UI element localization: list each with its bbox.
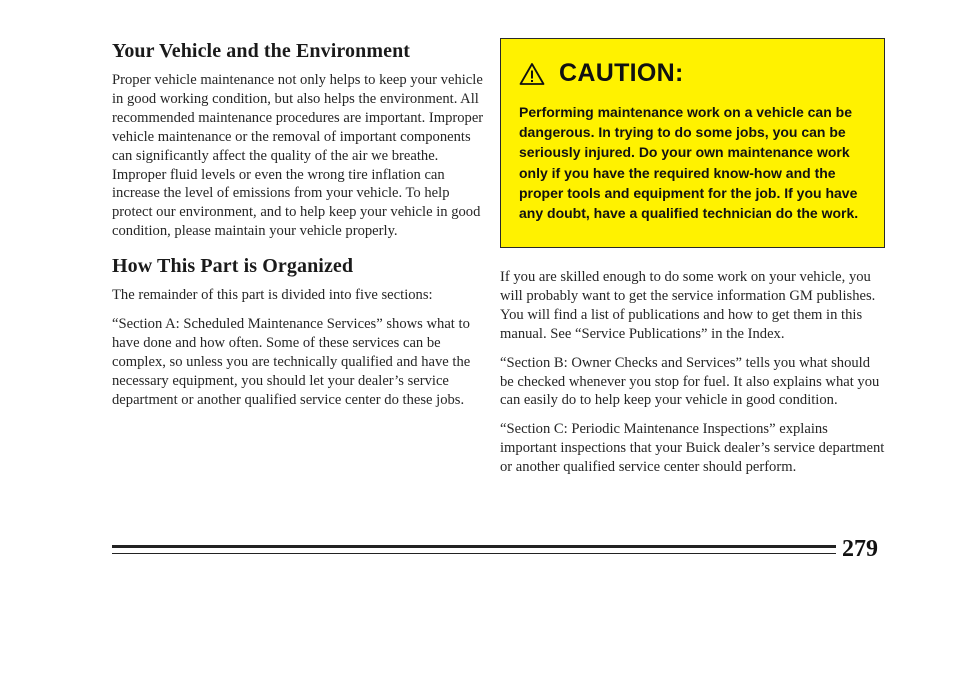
page-number: 279 — [842, 536, 878, 562]
caution-title: CAUTION: — [559, 59, 684, 87]
paragraph-section-b: “Section B: Owner Checks and Services” tells you what should be checked whenever you stop for fuel. It also explains what you can easily do to help keep your vehicle in good condition. — [500, 354, 880, 409]
right-column — [500, 40, 885, 487]
caution-text: Performing maintenance work on a vehicle can be dangerous. In trying to do some jobs, you can be seriously injured. Do your own maintenance work only if you have the required know-how and the proper tools and equipment for the job. If you have any doubt, have a qualified technician do the work. — [519, 104, 859, 222]
paragraph-environment: Proper vehicle maintenance not only helps to keep your vehicle in good working condition, but also helps the environment. All recommended maintenance procedures are important. Improper vehicle maintenance or the removal of important components can significantly affect the quality of the air we breathe. Improper fluid levels or even the wrong tire inflation can increase the level of emissions from your vehicle. To help protect our environment, and to help keep your vehicle in good condition, please maintain your vehicle properly. — [112, 72, 484, 240]
caution-box — [500, 38, 885, 248]
footer-rule-thin — [112, 553, 836, 554]
paragraph-service-info: If you are skilled enough to do some work on your vehicle, you will probably want to get the service information GM publishes. You will find a list of publications and how to get them in this manual. See “Service Publications” in the Index. — [500, 269, 876, 342]
caution-header — [519, 59, 866, 88]
warning-triangle-icon — [519, 62, 545, 86]
paragraph-section-a: “Section A: Scheduled Maintenance Services” shows what to have done and how often. Some of these services can be complex, so unless you are technically qualified and have the necessary equipment, you should let your dealer’s service department or another qualified service center do these jobs. — [112, 316, 471, 408]
paragraph-section-c: “Section C: Periodic Maintenance Inspections” explains important inspections that your Buick dealer’s service department or another qualified service center should perform. — [500, 421, 885, 476]
heading-environment: Your Vehicle and the Environment — [112, 40, 411, 62]
footer-rule-thick — [112, 545, 836, 548]
left-column — [112, 40, 490, 420]
heading-organization: How This Part is Organized — [112, 255, 354, 278]
paragraph-sections-intro: The remainder of this part is divided into five sections: — [112, 287, 433, 304]
